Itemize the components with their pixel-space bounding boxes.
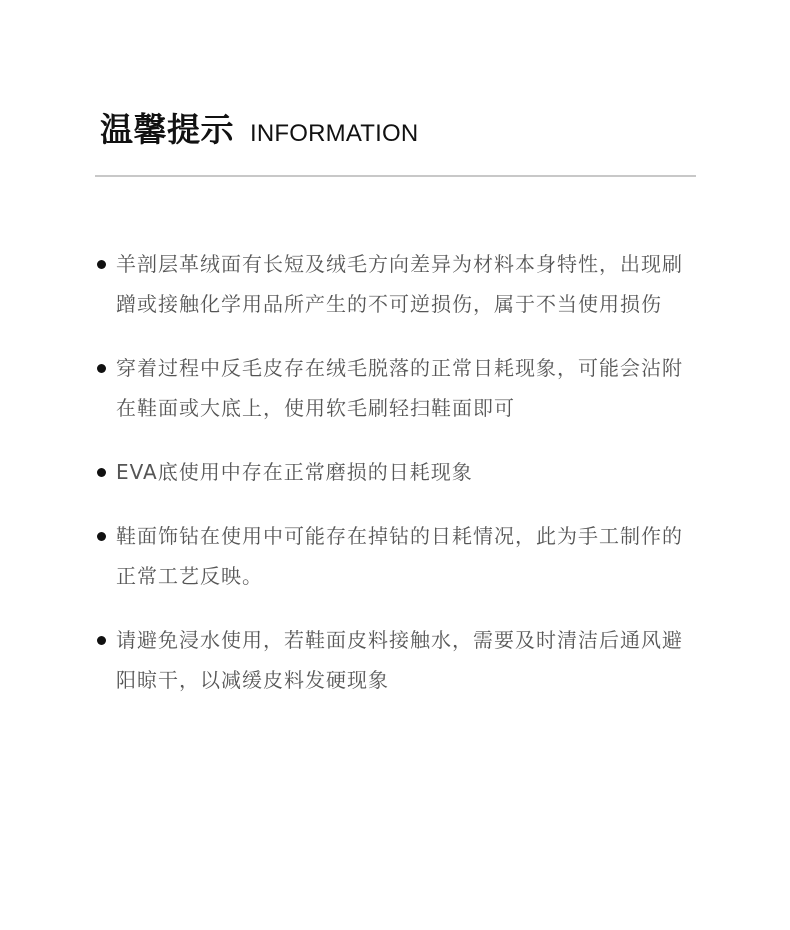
page-subtitle: INFORMATION (250, 120, 419, 147)
note-text: EVA底使用中存在正常磨损的日耗现象 (116, 460, 473, 484)
note-text: 鞋面饰钻在使用中可能存在掉钻的日耗情况，此为手工制作的正常工艺反映。 (116, 524, 683, 588)
note-text: 穿着过程中反毛皮存在绒毛脱落的正常日耗现象，可能会沾附在鞋面或大底上，使用软毛刷轻扫鞋面即可 (116, 356, 683, 420)
note-text: 羊剖层革绒面有长短及绒毛方向差异为材料本身特性，出现刷蹭或接触化学用品所产生的不可逆损伤，属于不当使用损伤 (116, 252, 683, 316)
bullet-icon (97, 260, 106, 269)
note-text: 请避免浸水使用，若鞋面皮料接触水，需要及时清洁后通风避阳晾干，以减缓皮料发硬现象 (116, 628, 683, 692)
list-item (95, 516, 695, 596)
list-item (95, 620, 695, 700)
header-divider (95, 175, 696, 177)
notes-list (95, 244, 695, 724)
header (100, 104, 418, 151)
list-item (95, 452, 695, 492)
page-title: 温馨提示 (100, 110, 234, 149)
bullet-icon (97, 468, 106, 477)
list-item (95, 348, 695, 428)
bullet-icon (97, 364, 106, 373)
bullet-icon (97, 636, 106, 645)
list-item (95, 244, 695, 324)
bullet-icon (97, 532, 106, 541)
